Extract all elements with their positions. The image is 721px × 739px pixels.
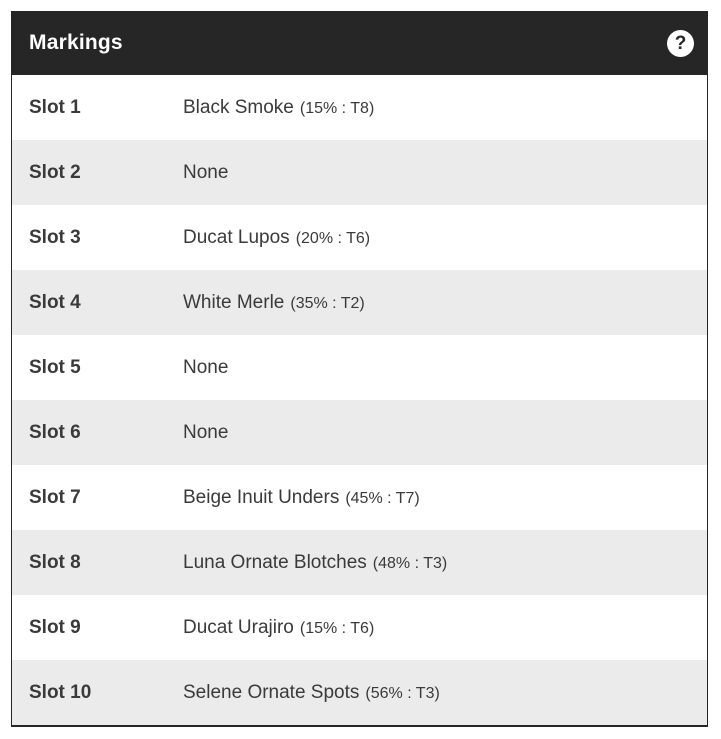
table-row: [12, 140, 707, 205]
marking-detail: (15% : T6): [299, 619, 375, 637]
slot-label: Slot 10: [29, 681, 92, 703]
marking-name: None: [183, 161, 229, 183]
slot-label: Slot 1: [29, 96, 81, 118]
marking-detail: (45% : T7): [345, 489, 420, 507]
marking-name: None: [183, 356, 229, 378]
marking-name: Black Smoke: [183, 96, 294, 118]
table-row: [12, 465, 707, 530]
marking-name: Selene Ornate Spots: [183, 681, 360, 703]
table-row: [12, 595, 707, 660]
table-row: [12, 270, 707, 335]
table-row: [12, 75, 707, 140]
help-icon[interactable]: ?: [667, 30, 694, 57]
panel-title: Markings: [29, 31, 123, 54]
marking-detail: (56% : T3): [365, 684, 440, 702]
marking-detail: (15% : T8): [299, 99, 375, 117]
marking-detail: (48% : T3): [372, 554, 448, 572]
slot-label: Slot 9: [29, 616, 81, 638]
slot-label: Slot 8: [29, 551, 81, 573]
slot-label: Slot 5: [29, 356, 81, 378]
marking-value: [183, 162, 228, 184]
table-row: [12, 530, 707, 595]
marking-name: Ducat Urajiro: [183, 616, 294, 638]
marking-name: White Merle: [183, 291, 285, 313]
marking-value: [183, 552, 447, 574]
slot-label: Slot 4: [29, 291, 81, 313]
marking-value: [183, 682, 440, 704]
marking-name: Beige Inuit Unders: [183, 486, 340, 508]
marking-value: [183, 422, 228, 444]
marking-name: None: [183, 421, 229, 443]
panel-header: [11, 11, 708, 75]
marking-value: [183, 357, 228, 379]
slot-label: Slot 6: [29, 421, 81, 443]
marking-value: [183, 487, 420, 509]
slot-label: Slot 2: [29, 161, 81, 183]
marking-detail: (35% : T2): [290, 294, 365, 312]
slot-label: Slot 3: [29, 226, 81, 248]
marking-name: Ducat Lupos: [183, 226, 290, 248]
table-row: [12, 400, 707, 465]
table-row: [12, 205, 707, 270]
slot-label: Slot 7: [29, 486, 81, 508]
marking-value: [183, 97, 374, 119]
marking-name: Luna Ornate Blotches: [183, 551, 367, 573]
markings-table-body: [11, 75, 708, 727]
marking-value: [183, 617, 374, 639]
marking-value: [183, 227, 370, 249]
table-row: [12, 660, 707, 725]
markings-panel: [11, 11, 708, 727]
table-row: [12, 335, 707, 400]
marking-detail: (20% : T6): [295, 229, 371, 247]
marking-value: [183, 292, 365, 314]
